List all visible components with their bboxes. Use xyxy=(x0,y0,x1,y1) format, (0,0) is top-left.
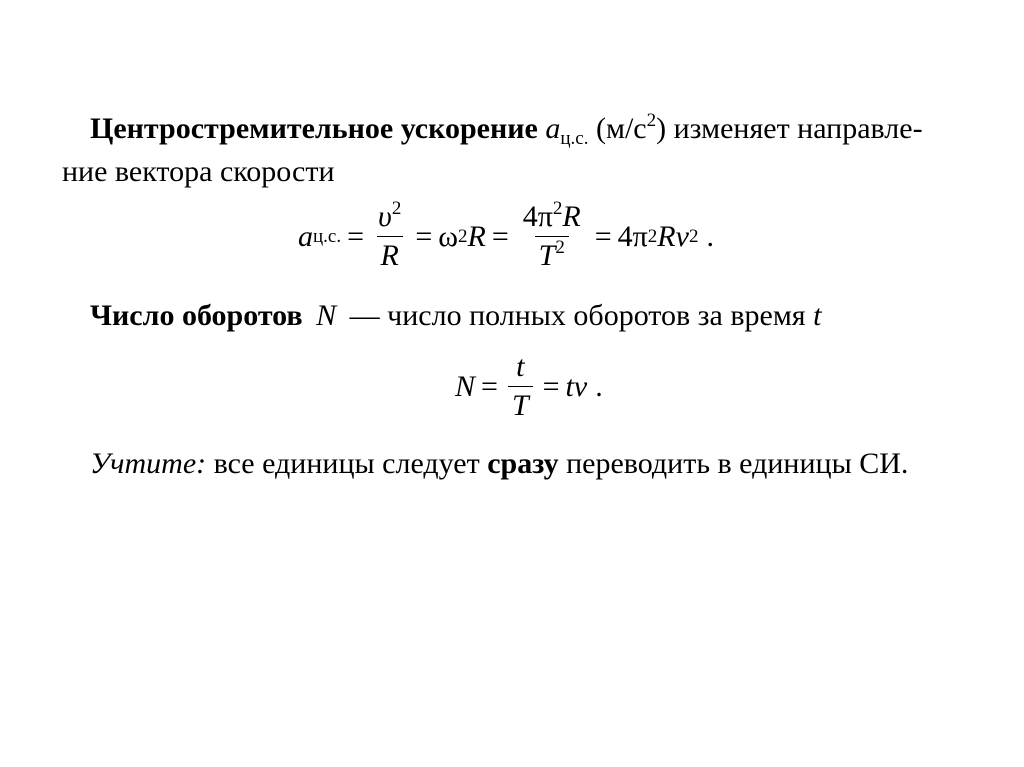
note-text-a: все единицы следует xyxy=(213,447,480,480)
unit-sup: 2 xyxy=(646,110,657,131)
f2-num-sup: 2 xyxy=(552,198,563,219)
f2-rhs: tv xyxy=(565,369,588,403)
f2-den-T: T xyxy=(508,386,533,423)
f1-mid-r: R xyxy=(467,219,486,253)
f2-num-a: 4π xyxy=(522,200,553,233)
f1-end-b: Rv xyxy=(657,219,689,253)
symbol-a: a xyxy=(545,112,561,145)
revolutions-text: — число полных оборотов за время xyxy=(349,299,806,332)
revolutions-paragraph xyxy=(90,294,821,338)
f1-end-a: 4π xyxy=(617,219,648,253)
fraction-4pi2r-over-t2 xyxy=(519,200,585,273)
note-label: Учтите: xyxy=(90,447,207,480)
symbol-a-sub: ц.с. xyxy=(560,128,589,149)
text-line2: ние вектора скорости xyxy=(62,155,335,188)
unit-close: ) xyxy=(656,112,667,145)
term-revolutions: Число оборотов xyxy=(90,299,303,332)
f1-eq1: = xyxy=(347,219,365,253)
f2-den: T xyxy=(538,239,556,272)
term-centripetal: Центростремительное ускорение xyxy=(90,112,538,145)
f1-num: υ xyxy=(378,200,392,233)
f2-dot: . xyxy=(595,369,603,403)
revolutions-formula xyxy=(455,350,603,423)
f2-den-sup: 2 xyxy=(555,237,565,258)
f2-num-b: R xyxy=(562,200,581,233)
centripetal-paragraph-line2 xyxy=(62,150,335,194)
var-t: t xyxy=(813,299,822,332)
text-line1: изменяет направле- xyxy=(673,112,923,145)
centripetal-formula: a ц.с. = $\frac{\upsilon^2}{R}$ = ω 2 R = $\frac{4\pi^2R}{T^2}$ = 4π 2 Rv 2 . xyxy=(298,198,714,272)
f1-num-sup: 2 xyxy=(391,198,402,219)
f1-lhs: a xyxy=(298,219,313,253)
f2-lhs: N xyxy=(455,369,476,403)
f2-eq1: = xyxy=(481,369,498,403)
centripetal-paragraph xyxy=(90,107,923,151)
f2-eq2: = xyxy=(542,369,560,403)
f1-eq4: = xyxy=(594,219,612,253)
note-paragraph xyxy=(90,442,908,486)
f1-eq3: = xyxy=(491,219,509,253)
f1-end-dot: . xyxy=(706,219,714,253)
f1-eq2: = xyxy=(415,219,433,253)
f1-den: R xyxy=(377,236,403,273)
unit-open: (м/с xyxy=(596,112,647,145)
fraction-t-over-T xyxy=(508,350,533,423)
fraction-v2-over-r xyxy=(374,200,405,273)
f2-num: t xyxy=(516,350,525,383)
note-bold: сразу xyxy=(487,447,559,480)
f1-omega: ω xyxy=(438,219,458,253)
symbol-n: N xyxy=(316,299,337,332)
note-text-b: переводить в единицы СИ. xyxy=(566,447,909,480)
